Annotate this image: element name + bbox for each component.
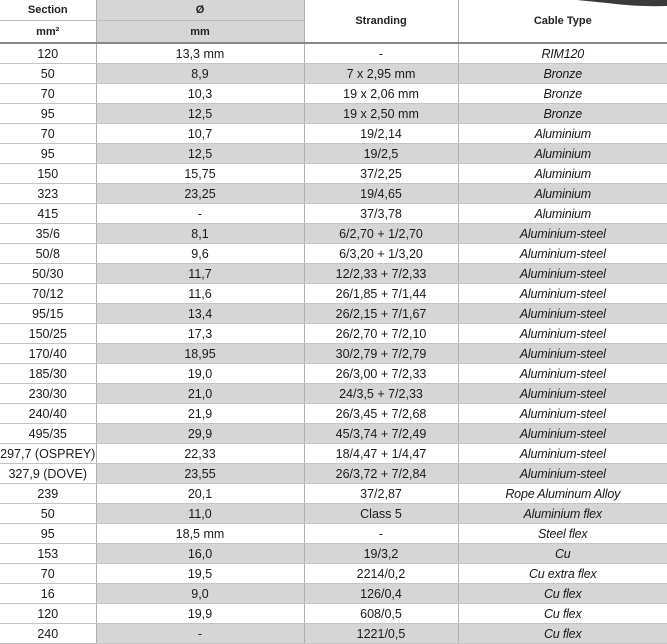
cell-section: 50 [0, 504, 96, 524]
cell-stranding: 37/2,87 [304, 484, 458, 504]
cell-cable-type: Cu extra flex [458, 564, 667, 584]
table-header [0, 0, 667, 43]
cell-diameter: 9,6 [96, 244, 304, 264]
cell-cable-type: Aluminium-steel [458, 264, 667, 284]
cell-diameter: - [96, 624, 304, 644]
cell-cable-type: RIM120 [458, 43, 667, 64]
cell-section: 50/30 [0, 264, 96, 284]
table-row [0, 424, 667, 444]
table-row [0, 364, 667, 384]
table-row [0, 384, 667, 404]
cell-cable-type: Aluminium-steel [458, 384, 667, 404]
cell-section: 95 [0, 104, 96, 124]
cell-diameter: 9,0 [96, 584, 304, 604]
cell-cable-type: Aluminium flex [458, 504, 667, 524]
cell-stranding: 26/2,70 + 7/2,10 [304, 324, 458, 344]
table-row [0, 464, 667, 484]
cell-cable-type: Aluminium [458, 184, 667, 204]
cell-cable-type: Aluminium-steel [458, 284, 667, 304]
cell-cable-type: Bronze [458, 84, 667, 104]
table-row [0, 164, 667, 184]
table-row [0, 604, 667, 624]
cell-stranding: 37/2,25 [304, 164, 458, 184]
cell-section: 323 [0, 184, 96, 204]
cell-cable-type: Aluminium-steel [458, 344, 667, 364]
header-section-unit: mm² [0, 21, 96, 44]
cell-diameter: 21,0 [96, 384, 304, 404]
cell-stranding: 24/3,5 + 7/2,33 [304, 384, 458, 404]
cell-diameter: 13,3 mm [96, 43, 304, 64]
cell-section: 95 [0, 144, 96, 164]
header-stranding: Stranding [304, 0, 458, 43]
cell-stranding: 2214/0,2 [304, 564, 458, 584]
cell-stranding: 30/2,79 + 7/2,79 [304, 344, 458, 364]
header-section: Section [0, 0, 96, 21]
table-row [0, 124, 667, 144]
cell-cable-type: Aluminium-steel [458, 444, 667, 464]
cell-diameter: 23,55 [96, 464, 304, 484]
table-row [0, 264, 667, 284]
cell-cable-type: Bronze [458, 64, 667, 84]
cell-diameter: 21,9 [96, 404, 304, 424]
cell-section: 150/25 [0, 324, 96, 344]
cell-section: 230/30 [0, 384, 96, 404]
table-row [0, 104, 667, 124]
table-row [0, 584, 667, 604]
cell-diameter: 23,25 [96, 184, 304, 204]
table-row [0, 444, 667, 464]
cell-section: 415 [0, 204, 96, 224]
cell-section: 16 [0, 584, 96, 604]
cell-stranding: - [304, 524, 458, 544]
table-row [0, 324, 667, 344]
cell-stranding: 18/4,47 + 1/4,47 [304, 444, 458, 464]
cell-diameter: 20,1 [96, 484, 304, 504]
cell-stranding: 26/2,15 + 7/1,67 [304, 304, 458, 324]
table-row [0, 564, 667, 584]
cell-stranding: 608/0,5 [304, 604, 458, 624]
table-row [0, 304, 667, 324]
cell-section: 70 [0, 84, 96, 104]
cell-stranding: Class 5 [304, 504, 458, 524]
cell-section: 240/40 [0, 404, 96, 424]
cell-stranding: 19/3,2 [304, 544, 458, 564]
cell-section: 50/8 [0, 244, 96, 264]
cell-section: 95 [0, 524, 96, 544]
cell-diameter: 10,3 [96, 84, 304, 104]
header-diameter-unit: mm [96, 21, 304, 44]
cell-stranding: 19/2,5 [304, 144, 458, 164]
cell-section: 35/6 [0, 224, 96, 244]
cell-stranding: 26/3,72 + 7/2,84 [304, 464, 458, 484]
cell-diameter: 19,0 [96, 364, 304, 384]
table-row [0, 344, 667, 364]
cell-stranding: 126/0,4 [304, 584, 458, 604]
table-row [0, 144, 667, 164]
table-row [0, 484, 667, 504]
table-row [0, 64, 667, 84]
cell-stranding: 6/2,70 + 1/2,70 [304, 224, 458, 244]
cell-cable-type: Aluminium [458, 204, 667, 224]
cell-cable-type: Aluminium [458, 124, 667, 144]
cell-section: 95/15 [0, 304, 96, 324]
header-diameter: Ø [96, 0, 304, 21]
table-row [0, 524, 667, 544]
cell-stranding: 26/1,85 + 7/1,44 [304, 284, 458, 304]
table-row [0, 404, 667, 424]
cell-cable-type: Cu flex [458, 624, 667, 644]
cell-stranding: 19 x 2,06 mm [304, 84, 458, 104]
cell-section: 70 [0, 564, 96, 584]
cell-diameter: 11,0 [96, 504, 304, 524]
cell-diameter: 8,1 [96, 224, 304, 244]
cell-stranding: 7 x 2,95 mm [304, 64, 458, 84]
cell-diameter: 18,5 mm [96, 524, 304, 544]
cell-stranding: - [304, 43, 458, 64]
table-row [0, 284, 667, 304]
cell-cable-type: Cu flex [458, 604, 667, 624]
cell-cable-type: Aluminium-steel [458, 324, 667, 344]
cell-cable-type: Aluminium-steel [458, 464, 667, 484]
cell-section: 239 [0, 484, 96, 504]
cell-cable-type: Bronze [458, 104, 667, 124]
cell-stranding: 1221/0,5 [304, 624, 458, 644]
cell-cable-type: Cu [458, 544, 667, 564]
cell-diameter: - [96, 204, 304, 224]
cell-cable-type: Aluminium [458, 164, 667, 184]
cell-section: 70 [0, 124, 96, 144]
cell-section: 327,9 (DOVE) [0, 464, 96, 484]
cell-cable-type: Aluminium-steel [458, 424, 667, 444]
header-row-titles [0, 0, 667, 21]
cell-diameter: 11,7 [96, 264, 304, 284]
cell-diameter: 8,9 [96, 64, 304, 84]
cell-stranding: 19/2,14 [304, 124, 458, 144]
table-body [0, 43, 667, 644]
cell-diameter: 17,3 [96, 324, 304, 344]
cell-section: 297,7 (OSPREY) [0, 444, 96, 464]
cell-cable-type: Aluminium-steel [458, 244, 667, 264]
cell-section: 495/35 [0, 424, 96, 444]
cell-cable-type: Steel flex [458, 524, 667, 544]
cell-diameter: 11,6 [96, 284, 304, 304]
cell-stranding: 19 x 2,50 mm [304, 104, 458, 124]
cell-diameter: 18,95 [96, 344, 304, 364]
cell-diameter: 29,9 [96, 424, 304, 444]
cell-section: 50 [0, 64, 96, 84]
cell-diameter: 12,5 [96, 104, 304, 124]
cell-diameter: 12,5 [96, 144, 304, 164]
cell-stranding: 6/3,20 + 1/3,20 [304, 244, 458, 264]
table-row [0, 204, 667, 224]
cell-stranding: 26/3,45 + 7/2,68 [304, 404, 458, 424]
table-row [0, 224, 667, 244]
table-row [0, 244, 667, 264]
cell-diameter: 19,5 [96, 564, 304, 584]
cell-stranding: 45/3,74 + 7/2,49 [304, 424, 458, 444]
table-row [0, 184, 667, 204]
cell-section: 120 [0, 604, 96, 624]
cell-diameter: 22,33 [96, 444, 304, 464]
cell-diameter: 10,7 [96, 124, 304, 144]
cell-cable-type: Aluminium-steel [458, 404, 667, 424]
cell-section: 153 [0, 544, 96, 564]
cell-cable-type: Aluminium-steel [458, 224, 667, 244]
cell-diameter: 13,4 [96, 304, 304, 324]
table-row [0, 84, 667, 104]
cell-diameter: 19,9 [96, 604, 304, 624]
cell-section: 240 [0, 624, 96, 644]
header-cable-type: Cable Type [458, 0, 667, 43]
cell-stranding: 26/3,00 + 7/2,33 [304, 364, 458, 384]
cell-stranding: 19/4,65 [304, 184, 458, 204]
cell-section: 185/30 [0, 364, 96, 384]
cell-cable-type: Aluminium-steel [458, 304, 667, 324]
table-row [0, 504, 667, 524]
cell-diameter: 16,0 [96, 544, 304, 564]
cell-section: 170/40 [0, 344, 96, 364]
cell-stranding: 37/3,78 [304, 204, 458, 224]
cell-cable-type: Rope Aluminum Alloy [458, 484, 667, 504]
cell-section: 70/12 [0, 284, 96, 304]
cell-cable-type: Aluminium [458, 144, 667, 164]
cell-diameter: 15,75 [96, 164, 304, 184]
table-row [0, 43, 667, 64]
cell-stranding: 12/2,33 + 7/2,33 [304, 264, 458, 284]
cell-section: 150 [0, 164, 96, 184]
cell-cable-type: Aluminium-steel [458, 364, 667, 384]
cell-cable-type: Cu flex [458, 584, 667, 604]
cell-section: 120 [0, 43, 96, 64]
table-row [0, 544, 667, 564]
